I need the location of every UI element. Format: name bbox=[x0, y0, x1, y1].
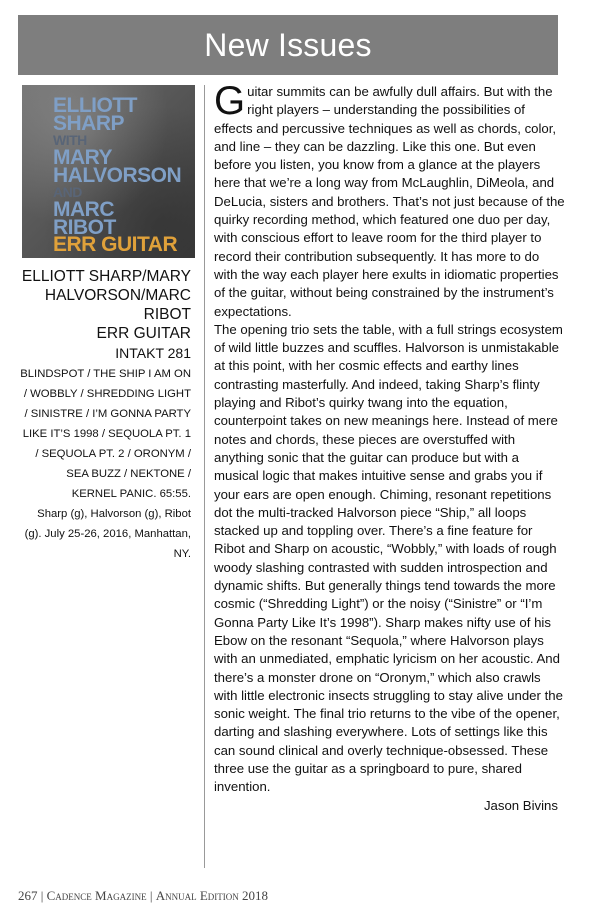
cover-text-line: AND bbox=[53, 184, 82, 200]
page-footer bbox=[18, 888, 268, 904]
drop-cap: G bbox=[214, 79, 246, 123]
cover-text-line: MARY bbox=[53, 146, 113, 169]
cover-text-line: RIBOT bbox=[53, 216, 116, 239]
review-paragraph: The opening trio sets the table, with a full strings ecosystem of wild little buzzes and scuffles. Halvorson is unmistakable at this point, with her cosmic effects and earthy lines contrasting masterfully. And indeed, taking Sharp’s flinty playing and Ribot’s quirky twang into the equation, counterpoint takes on new meanings here. Instead of mere notes and chords, these pieces are overstuffed with anything sonic that the guitar can produce but with a musical logic that makes intuitive sense and grabs you if your ears are open enough. Chiming, resonant repetitions dot the multi-tracked Halvorson piece “Ship,” all loops stacked up and toppling over. There’s a fine feature for Ribot and Sharp on acoustic, “Wobbly,” with loads of rough woody slashing contrasted with sudden introspection and dynamic shifts. But generally things tend towards the more cosmic (“Shredding Light”) or the noisy (“Sinistre” or “I’m Gonna Party Like It’s 1998”). Sharp makes nifty use of his Ebow on the resonant “Sequola,” where Halvorson plays with an unmediated, emphatic lyricism on her acoustic. And there’s a monster drone on “Oronym,” which also crawls with little electronic insects struggling to stay alive under the sonic weight. The final trio returns to the vibe of the opener, darting and slashing everywhere. Lots of settings like this can sound clinical and overly technique-obsessed. These three use the guitar as a springboard to pure, shared invention. bbox=[214, 321, 563, 795]
section-title: New Issues bbox=[204, 26, 372, 63]
edition-year: 2018 bbox=[242, 888, 269, 903]
edition-name: Annual Edition bbox=[155, 888, 239, 903]
review-text bbox=[214, 79, 566, 815]
album-artists: ELLIOTT SHARP/MARY HALVORSON/MARC RIBOT bbox=[21, 268, 191, 323]
cover-text-line: HALVORSON bbox=[53, 164, 182, 187]
review-paragraph-text: uitar summits can be awfully dull affairs. But with the right players – understanding the possibilities of effects and percussive techniques as well as chords, color, and line – they can be dazzling. Like this one. But even before you listen, you know from a glance at the players here that we’re a long way from McLaughlin, DiMeola, and DeLucia, sisters and brothers. That’s not just because of the quirky recording method, which featured one duo per day, with conscious effort to leave room for the third player to record their contribution subsequently. It has more to do with the way each player here exults in idiomatic properties of the guitar, without being constrained by the instrument’s expectations. bbox=[214, 84, 565, 319]
cover-text-line: MARC bbox=[53, 198, 114, 221]
album-title: ERR GUITAR bbox=[96, 325, 191, 342]
section-banner bbox=[18, 15, 558, 75]
magazine-name: Cadence Magazine bbox=[46, 888, 147, 903]
review-byline: Jason Bivins bbox=[483, 797, 558, 813]
cover-album-title: ERR GUITAR bbox=[53, 233, 178, 256]
review-paragraph bbox=[214, 79, 566, 321]
album-tracklist: BLINDSPOT / THE SHIP I AM ON / WOBBLY / SHREDDING LIGHT / SINISTRE / I’M GONNA PARTY LIKE IT’S 1998 / SEQUOLA PT. 1 / SEQUOLA PT. 2 / ORONYM / SEA BUZZ / NEKTONE / KERNEL PANIC. 65:55. bbox=[20, 368, 191, 500]
album-personnel: Sharp (g), Halvorson (g), Ribot (g). July 25-26, 2016, Manhattan, NY. bbox=[24, 508, 191, 560]
album-cover bbox=[22, 85, 195, 258]
footer-separator: | bbox=[149, 888, 156, 903]
cover-text-line: SHARP bbox=[53, 112, 125, 135]
album-label: INTAKT 281 bbox=[115, 345, 191, 361]
album-info bbox=[18, 267, 191, 564]
column-divider bbox=[204, 85, 205, 868]
cover-text-line: WITH bbox=[53, 132, 87, 148]
footer-separator: | bbox=[40, 888, 47, 903]
cover-text-line: ELLIOTT bbox=[53, 94, 137, 117]
page-number: 267 bbox=[18, 888, 38, 903]
